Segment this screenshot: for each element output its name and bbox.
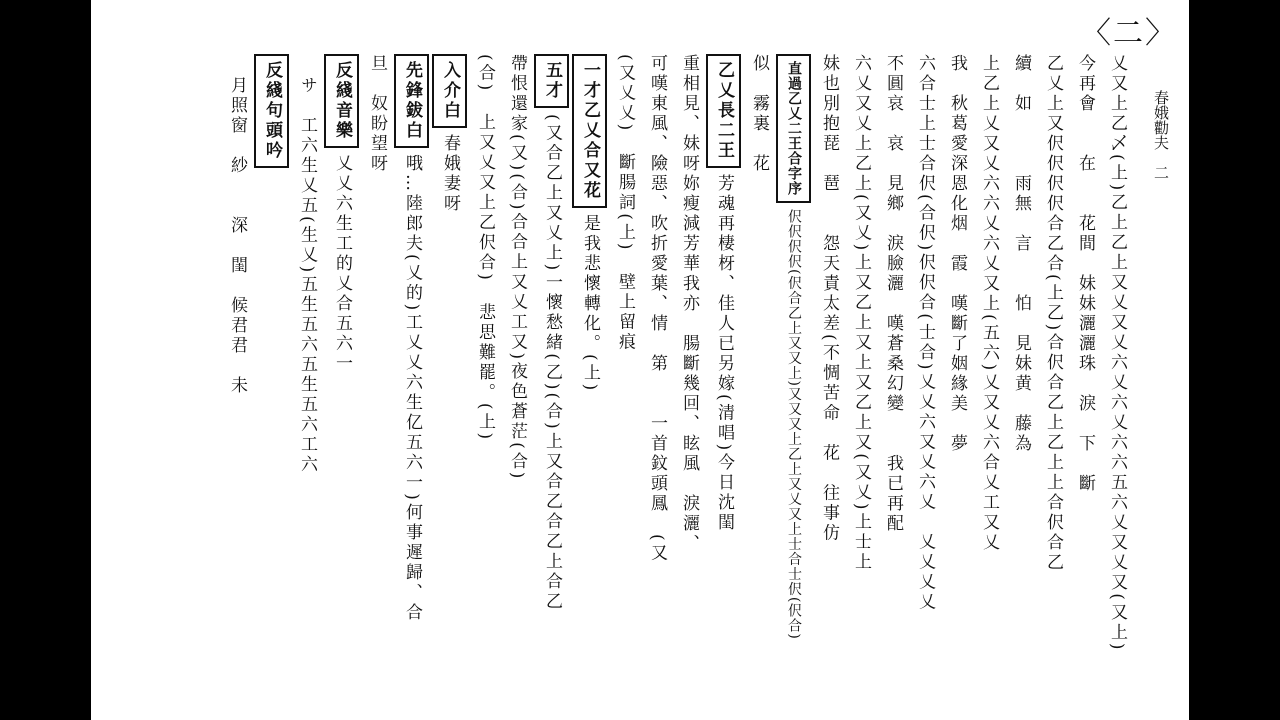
score-column — [942, 54, 971, 454]
score-column — [706, 54, 741, 533]
section-marker: 直過乙乂二王合字序 — [776, 54, 811, 203]
score-column — [502, 54, 531, 481]
score-column — [432, 54, 467, 214]
column-text: 乂又上乙乄(上)乙上乙上又乂又乂六乂六乂六六五六乂又乂又(又上) — [1107, 54, 1127, 653]
column-text: 我 秋葛愛深恩化烟 霞 嘆斷了姻緣美 夢 — [947, 54, 967, 454]
column-text: 帶恨還家(又)(合)合合上又乂工又)夜色蒼茫(合) — [507, 54, 527, 482]
column-text: サ 工六生乂五(生乂)五生五六五生五六工六 — [297, 76, 317, 476]
score-column — [910, 54, 939, 613]
section-marker: 反綫音樂 — [324, 54, 359, 148]
score-column — [846, 54, 875, 573]
column-text: (又乂乂) 斷腸詞(上) 壁上留痕 — [615, 54, 635, 353]
score-column — [572, 54, 607, 393]
score-column — [470, 54, 499, 442]
column-text: 哦…陸郎夫(乂的)工乂乂六生亿五六一)何事遲歸、合 — [402, 154, 422, 623]
section-marker: 一才乙乂合又花 — [572, 54, 607, 208]
score-column — [1038, 54, 1067, 573]
column-text: 芳魂再棲枒、佳人已另嫁(清唱)今日沈閨 — [714, 174, 734, 534]
score-columns — [115, 54, 1131, 702]
column-text: 不圓哀 哀 見鄉 淚臉灑 嘆蒼桑幻變 我已再配 — [883, 54, 903, 534]
section-marker: 反綫句頭吟 — [254, 54, 289, 168]
section-header: 春娥勸夫 二 — [1152, 90, 1170, 180]
column-text: 六合士上士合伬(合伬)伬伬合(士合)乂乂六又乂六乂 乂乂乂乂 — [915, 54, 935, 613]
score-column — [292, 76, 321, 475]
section-marker: 乙乂長二王 — [706, 54, 741, 168]
column-text: 今再會 在 花間 妹妹灑灑珠 淚 下 斷 — [1075, 54, 1095, 494]
score-column — [1070, 54, 1099, 494]
column-text: (又合乙上又乂上)一懷愁緒(乙)(合)上又合乙合乙上合乙 — [542, 114, 562, 612]
column-text: 重相見、妹呀妳瘦減芳華我亦 腸斷幾回、眩風 淚灑、 — [679, 54, 699, 554]
score-column — [674, 54, 703, 554]
section-marker: 入介白 — [432, 54, 467, 128]
score-column — [776, 54, 811, 640]
column-text: 妹也別抱琵 琶 怨天責太差(不惆苦命 花 往事仿 — [819, 54, 839, 544]
score-column — [254, 54, 289, 174]
column-text: 伬伬伬伬(伬合乙上又又上)又又又上乙上又乂又上士合士伬(伬合) — [786, 209, 802, 640]
score-column — [974, 54, 1003, 553]
score-column — [362, 54, 391, 174]
column-text: 乙乂上又伬伬伬伬合乙合(上乙)合伬合乙上乙上上合伬合乙 — [1043, 54, 1063, 574]
column-text: 乂乂六生工的乂合五六一 — [332, 154, 352, 374]
section-marker: 五才 — [534, 54, 569, 108]
column-text: 可嘆東風、險惡、吹折愛葉、情 第 一首鈫頭鳳 (又 — [647, 54, 667, 564]
score-column — [394, 54, 429, 623]
section-marker: 先鋒鈸白 — [394, 54, 429, 148]
score-column — [744, 54, 773, 194]
page-number: 〈二〉 — [1081, 16, 1177, 51]
column-text: 月照窗 紗 深 閨 候君君 未 — [227, 76, 247, 396]
score-column — [878, 54, 907, 534]
score-column — [324, 54, 359, 374]
score-column — [1006, 54, 1035, 454]
column-text: 續 如 雨無 言 怕 見妹黄 藤為 — [1011, 54, 1031, 454]
column-text: (合) 上又乂又上乙伬合) 悲思難罷。(上) — [475, 54, 495, 443]
score-column — [1102, 54, 1131, 653]
score-page — [91, 0, 1189, 720]
column-text: 春娥妻呀 — [440, 134, 460, 214]
column-text: 旦 奴盼望呀 — [367, 54, 387, 174]
column-text: 六乂又乂上乙上(又乂)上又乙上又上又乙上又(又乂)上士上 — [851, 54, 871, 573]
score-column — [534, 54, 569, 612]
score-column — [222, 76, 251, 396]
column-text: 上乙上乂又乂六六乂六乂又上(五六)乂又乂六合乂工又乂 — [979, 54, 999, 554]
score-column — [814, 54, 843, 544]
column-text: 似 霧裏 花 — [749, 54, 769, 194]
column-text: 是我悲懷轉化。(上) — [580, 214, 600, 394]
score-column — [642, 54, 671, 564]
score-column — [610, 54, 639, 353]
